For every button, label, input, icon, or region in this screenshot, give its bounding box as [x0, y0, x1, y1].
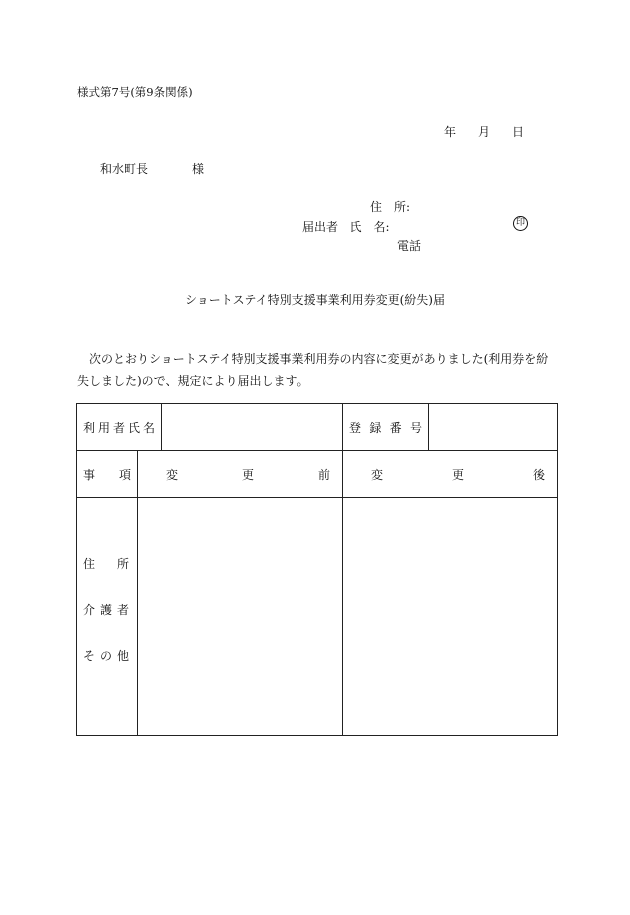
label-char: 者: [116, 602, 129, 617]
day-label: 日: [511, 125, 524, 139]
seal-mark: 印: [513, 216, 528, 231]
label-char: 更: [242, 467, 255, 482]
body-text: 次のとおりショートステイ特別支援事業利用券の内容に変更がありました(利用券を紛失しました)ので、規定により届出します。: [77, 352, 549, 388]
after-field[interactable]: [343, 498, 558, 736]
label-char: 項: [118, 467, 131, 482]
label-char: 氏: [128, 420, 141, 435]
label-char: 更: [452, 467, 465, 482]
label-char: 後: [532, 467, 545, 482]
before-field[interactable]: [138, 498, 343, 736]
after-header: [343, 466, 557, 483]
item-header-cell: [77, 451, 138, 498]
before-header: [138, 466, 342, 483]
label-char: そ: [83, 648, 96, 663]
phone-label: 電話: [397, 239, 422, 253]
addressee-honorific: 様: [192, 162, 205, 176]
label-char: 他: [116, 648, 129, 663]
form-number: 様式第7号(第9条関係): [77, 85, 193, 99]
registration-field[interactable]: [429, 404, 558, 451]
content-row: [77, 498, 558, 736]
document-title: ショートステイ特別支援事業利用券変更(紛失)届: [185, 293, 445, 307]
label-char: 番: [389, 420, 402, 435]
item-other: [83, 647, 129, 670]
label-char: 登: [349, 420, 362, 435]
items-cell: [77, 498, 138, 736]
registration-label-cell: [343, 404, 429, 451]
header-row: [77, 451, 558, 498]
label-char: 前: [318, 467, 331, 482]
label-char: 住: [83, 556, 96, 571]
label-char: の: [99, 648, 112, 663]
name-label: 氏 名:: [349, 220, 390, 234]
label-char: 変: [371, 467, 384, 482]
user-row: [77, 404, 558, 451]
label-char: 者: [113, 420, 126, 435]
label-char: 変: [166, 467, 179, 482]
after-header-cell: [343, 451, 558, 498]
before-header-cell: [138, 451, 343, 498]
item-caregiver: [83, 601, 129, 624]
addressee-name: 和水町長: [100, 162, 149, 176]
item-address: [83, 555, 129, 578]
addressee-line: [100, 160, 204, 177]
registration-label: [343, 419, 428, 436]
label-char: 録: [369, 420, 382, 435]
notifier-label: 届出者: [302, 220, 339, 234]
label-char: 護: [99, 602, 112, 617]
label-char: 号: [410, 420, 423, 435]
label-char: 名: [143, 420, 156, 435]
address-label: 住 所:: [370, 200, 411, 214]
notifier-name-line: [302, 218, 390, 235]
year-label: 年: [443, 125, 456, 139]
item-header: [77, 466, 137, 483]
label-char: 用: [98, 420, 111, 435]
user-name-label-cell: [77, 404, 162, 451]
user-name-label: [77, 419, 161, 436]
month-label: 月: [477, 125, 490, 139]
label-char: 介: [83, 602, 96, 617]
change-form-table: [76, 403, 558, 736]
user-name-field[interactable]: [162, 404, 343, 451]
label-char: 利: [83, 420, 96, 435]
date-line: [444, 123, 524, 140]
label-char: 事: [83, 467, 96, 482]
label-char: 所: [116, 556, 129, 571]
